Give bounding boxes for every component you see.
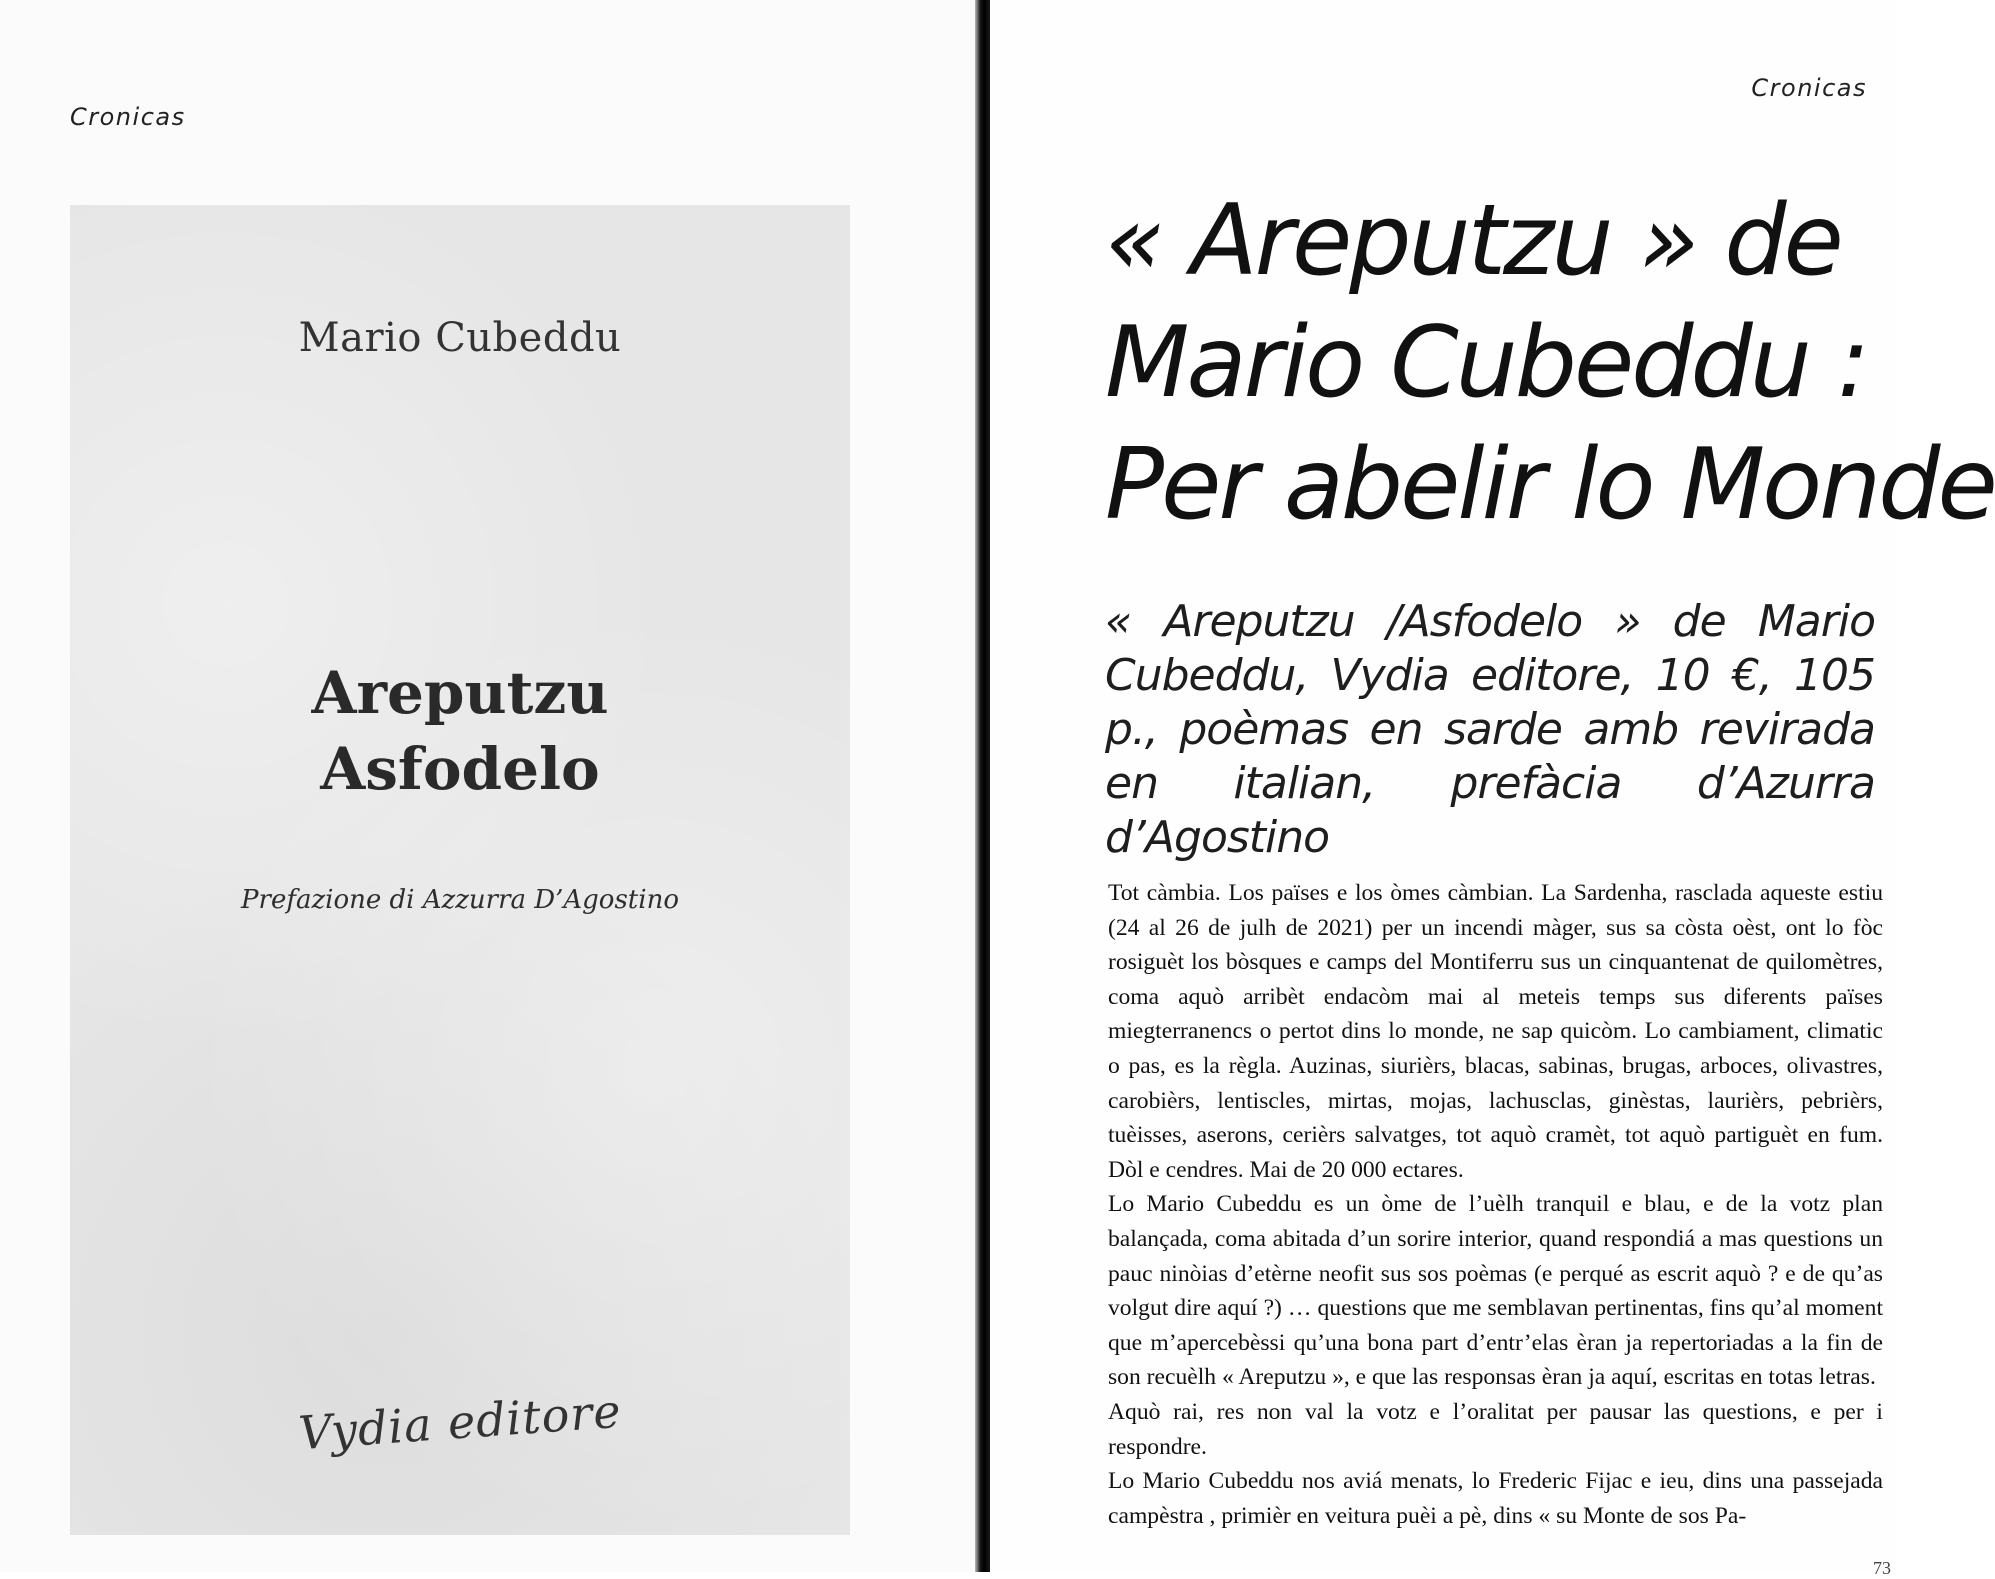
body-paragraph-1: Tot càmbia. Los païses e los òmes càmbian. La Sardenha, rasclada aqueste estiu (24 al 26 de julh de 2021) per un incendi màger, sus sa còsta oèst, ont lo fòc rosiguèt los bòsques e camps del Montiferru sus un cinquantenat de quilomètres, coma aquò arribèt endacòm mai al meteis temps sus diferents païses miegterranencs o pertot dins lo monde, ne sap quicòm. Lo cambiament, climatic o pas, es la règla. Auzinas, siurièrs, blacas, sabinas, brugas, arboces, olivastres, carobièrs, lentiscles, mirtas, mojas, lachusclas, ginèstas, laurièrs, pebrièrs, tuèisses, aserons, cerièrs salvatges, tot aquò cramèt, tot aquò partiguèt en fum. Dòl e cendres. Mai de 20 000 ectares.: [1108, 880, 1883, 1183]
running-head-left: Cronicas: [70, 103, 186, 131]
cover-author: Mario Cubeddu: [298, 315, 622, 361]
cover-title-line-1: Areputzu: [311, 659, 609, 727]
page-number: 73: [1873, 1558, 1891, 1578]
cover-preface: Prefazione di Azzurra D’Agostino: [241, 885, 679, 915]
headline-line-2: Mario Cubeddu :: [1105, 306, 1867, 420]
right-page: [990, 0, 1995, 1578]
cover-title-line-2: Asfodelo: [320, 735, 600, 803]
page-gutter: [975, 0, 990, 1572]
headline-line-3: Per abelir lo Monde: [1105, 428, 1995, 542]
left-page: [0, 0, 975, 1572]
cover-publisher-logo: Vydia editore: [296, 1383, 624, 1461]
cover-title: [70, 655, 850, 807]
article-subtitle: « Areputzu /Asfodelo » de Mario Cubeddu, Vydia editore, 10 €, 105 p., poèmas en sarde amb revirada en italian, prefàcia d’Azurra d’Agostino: [1105, 596, 1875, 863]
running-head-right: Cronicas: [1751, 74, 1867, 102]
headline-line-1: « Areputzu » de: [1105, 184, 1841, 298]
book-cover-image: [70, 205, 850, 1535]
body-paragraph-3: Aquò rai, res non val la votz e l’oralitat per pausar las questions, e per i respondre.: [1108, 1398, 1883, 1460]
body-paragraph-4: Lo Mario Cubeddu nos aviá menats, lo Frederic Fijac e ieu, dins una passejada campèstra , primièr en veitura puèi a pè, dins « su Monte de sos Pa-: [1108, 1468, 1883, 1529]
body-paragraph-2: Lo Mario Cubeddu es un òme de l’uèlh tranquil e blau, e de la votz plan balançada, coma abitada d’un sorire interior, quand respondiá a mas questions un pauc ninòias d’etèrne neofit sus sos poèmas (e perqué as escrit aquò ? e de qu’as volgut dire aquí ?) … questions que me semblavan pertinentas, fins qu’al moment que m’apercebèssi qu’una bona part d’entr’elas èran ja repertoriadas a la fin de son recuèlh « Areputzu », e que las responsas èran ja aquí, escritas en totas letras.: [1108, 1191, 1883, 1391]
article-headline: [1105, 180, 1995, 546]
article-body: [1108, 876, 1883, 1533]
